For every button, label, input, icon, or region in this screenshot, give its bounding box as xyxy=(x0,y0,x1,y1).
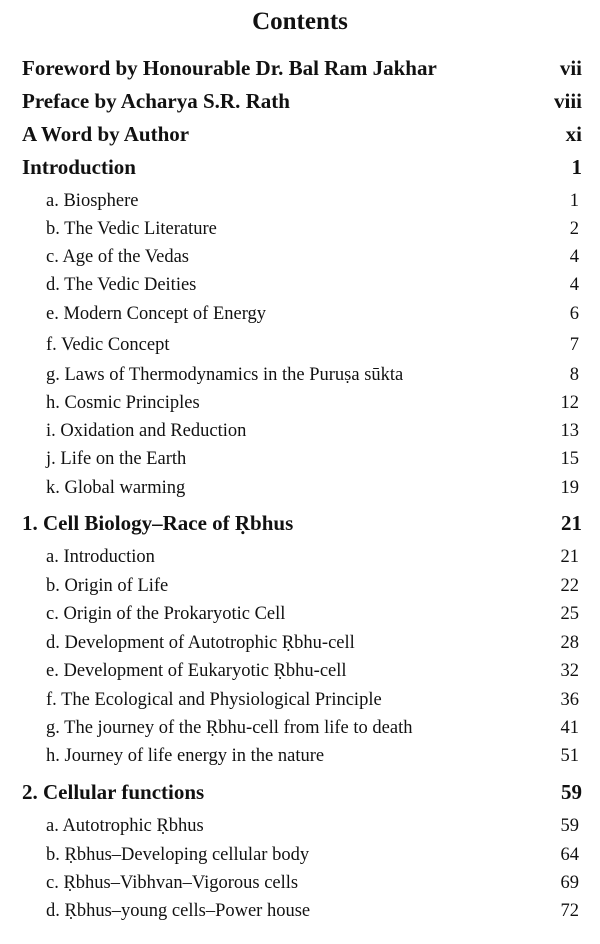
entry-label: Preface by Acharya S.R. Rath xyxy=(22,88,290,113)
entry-label: Foreword by Honourable Dr. Bal Ram Jakhar xyxy=(22,55,437,80)
entry-page: 1 xyxy=(571,154,582,179)
entry-label: a. Biosphere xyxy=(46,190,139,211)
toc-entry-introduction xyxy=(22,152,582,182)
entry-label: b. Ṛbhus–Developing cellular body xyxy=(46,844,310,865)
entry-page: 41 xyxy=(560,717,579,738)
toc-subentry xyxy=(46,186,579,216)
entry-page: 8 xyxy=(569,364,579,385)
entry-page: 25 xyxy=(560,603,579,624)
entry-label: A Word by Author xyxy=(22,121,190,146)
entry-page: xi xyxy=(565,121,582,146)
entry-label: j. Life on the Earth xyxy=(46,448,187,469)
toc-subentry xyxy=(46,242,579,272)
entry-page: 1 xyxy=(569,190,579,211)
entry-page: 19 xyxy=(560,477,579,498)
entry-page: 32 xyxy=(560,660,579,681)
entry-label: e. Modern Concept of Energy xyxy=(46,303,267,324)
entry-page: 59 xyxy=(560,815,579,836)
entry-page: 4 xyxy=(569,274,579,295)
entry-label: 1. Cell Biology–Race of Ṛbhus xyxy=(22,510,294,535)
entry-label: e. Development of Eukaryotic Ṛbhu-cell xyxy=(46,660,347,681)
entry-label: g. Laws of Thermodynamics in the Puruṣa sūkta xyxy=(46,364,404,385)
entry-page: 21 xyxy=(560,546,579,567)
entry-label: g. The journey of the Ṛbhu-cell from life to death xyxy=(46,717,413,738)
entry-label: c. Origin of the Prokaryotic Cell xyxy=(46,603,286,624)
entry-label: d. The Vedic Deities xyxy=(46,274,197,295)
toc-subentry xyxy=(46,840,579,870)
entry-page: 21 xyxy=(561,510,582,535)
entry-label: f. The Ecological and Physiological Principle xyxy=(46,689,382,710)
entry-page: 4 xyxy=(569,246,579,267)
entry-page: 64 xyxy=(560,844,579,865)
toc-subentry xyxy=(46,656,579,686)
entry-page: 28 xyxy=(560,632,579,653)
toc-subentry xyxy=(46,542,579,572)
entry-page: 15 xyxy=(560,448,579,469)
entry-label: Introduction xyxy=(22,154,136,179)
toc-subentry xyxy=(46,299,579,329)
toc-entry-chapter-1 xyxy=(22,508,582,538)
toc-subentry xyxy=(46,270,579,300)
entry-page: 12 xyxy=(560,392,579,413)
entry-label: d. Ṛbhus–young cells–Power house xyxy=(46,900,311,921)
toc-entry-preface xyxy=(22,86,582,116)
entry-label: b. Origin of Life xyxy=(46,575,169,596)
toc-subentry xyxy=(46,360,579,390)
toc-entry-word-by-author xyxy=(22,119,582,149)
toc-subentry xyxy=(46,713,579,743)
toc-subentry xyxy=(46,599,579,629)
entry-label: h. Cosmic Principles xyxy=(46,392,200,413)
entry-page: viii xyxy=(553,88,582,113)
entry-page: 6 xyxy=(569,303,579,324)
toc-subentry xyxy=(46,388,579,418)
toc-subentry xyxy=(46,811,579,841)
toc-entry-foreword xyxy=(22,53,582,83)
entry-label: i. Oxidation and Reduction xyxy=(46,420,247,441)
toc-subentry xyxy=(46,330,579,360)
entry-page: 69 xyxy=(560,872,579,893)
entry-page: 7 xyxy=(569,334,579,355)
page-title: Contents xyxy=(252,8,348,35)
toc-subentry xyxy=(46,473,579,503)
toc-subentry xyxy=(46,896,579,926)
entry-label: c. Ṛbhus–Vibhvan–Vigorous cells xyxy=(46,872,299,893)
toc-subentry xyxy=(46,214,579,244)
toc-subentry xyxy=(46,444,579,474)
entry-label: h. Journey of life energy in the nature xyxy=(46,745,325,766)
entry-page: 72 xyxy=(560,900,579,921)
toc-subentry xyxy=(46,628,579,658)
entry-label: b. The Vedic Literature xyxy=(46,218,217,239)
toc-subentry xyxy=(46,741,579,771)
toc-subentry xyxy=(46,571,579,601)
toc-subentry xyxy=(46,685,579,715)
entry-page: 13 xyxy=(560,420,579,441)
entry-label: a. Introduction xyxy=(46,546,155,567)
entry-label: a. Autotrophic Ṛbhus xyxy=(46,815,204,836)
entry-label: 2. Cellular functions xyxy=(22,779,205,804)
entry-page: 2 xyxy=(569,218,579,239)
toc-entry-chapter-2 xyxy=(22,777,582,807)
entry-label: d. Development of Autotrophic Ṛbhu-cell xyxy=(46,632,355,653)
entry-page: 59 xyxy=(561,779,582,804)
toc-subentry xyxy=(46,868,579,898)
entry-page: 51 xyxy=(560,745,579,766)
entry-label: f. Vedic Concept xyxy=(46,334,170,355)
entry-page: 36 xyxy=(560,689,579,710)
entry-page: 22 xyxy=(560,575,579,596)
entry-label: k. Global warming xyxy=(46,477,186,498)
entry-page: vii xyxy=(559,55,582,80)
entry-label: c. Age of the Vedas xyxy=(46,246,189,267)
toc-subentry xyxy=(46,416,579,446)
